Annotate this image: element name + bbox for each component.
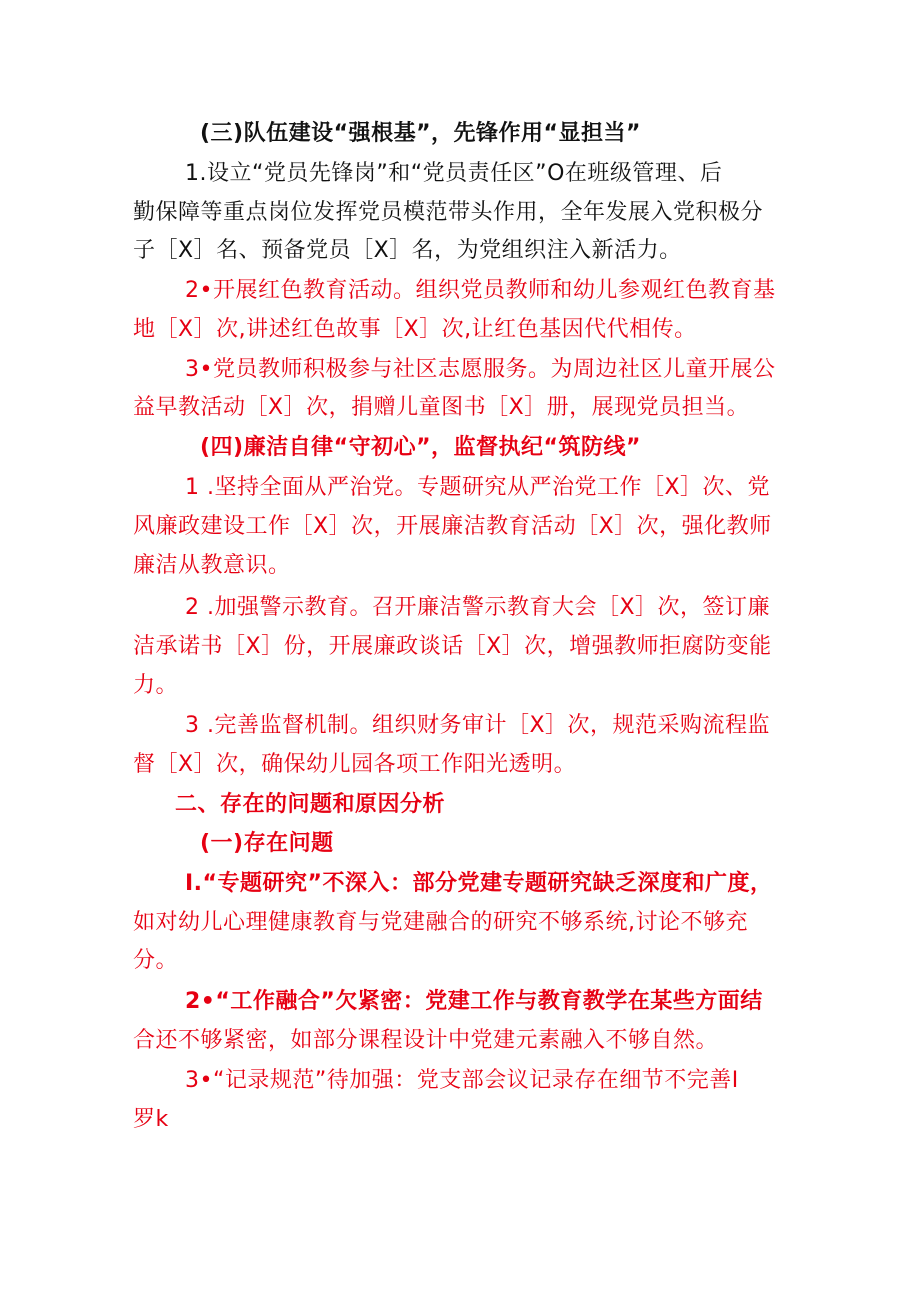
section4-item2-line2: 洁承诺书［X］份，开展廉政谈话［X］次，增强教师拒腐防变能 <box>133 634 772 659</box>
section4-item3-line1: 3 .完善监督机制。组织财务审计［X］次，规范采购流程监 <box>185 713 771 738</box>
problem3-line2: 罗k <box>133 1107 169 1132</box>
section3-heading: (三)队伍建设“强根基”，先锋作用“显担当” <box>200 121 641 146</box>
section4-item3-line2: 督［X］次，确保幼儿园各项工作阳光透明。 <box>133 752 577 777</box>
section4-item1-line1: 1 .坚持全面从严治党。专题研究从严治党工作［X］次、党 <box>185 475 771 500</box>
part2-heading: 二、存在的问题和原因分析 <box>175 792 446 817</box>
section4-item2-line1: 2 .加强警示教育。召开廉洁警示教育大会［X］次，签订廉 <box>185 595 771 620</box>
section3-item2-line2: 地［X］次,讲述红色故事［X］次,让红色基因代代相传。 <box>133 317 697 342</box>
section3-item3-line2: 益早教活动［X］次，捐赠儿童图书［X］册，展现党员担当。 <box>133 395 750 420</box>
section3-item1-line1: 1.设立“党员先锋岗”和“党员责任区”O在班级管理、后 <box>185 161 723 186</box>
section4-heading: (四)廉洁自律“守初心”，监督执纪“筑防线” <box>200 435 641 460</box>
section4-item1-line3: 廉洁从教意识。 <box>133 553 291 578</box>
problem1-line1 <box>185 869 772 899</box>
problem2-line2: 合还不够紧密，如部分课程设计中党建元素融入不够自然。 <box>133 1028 719 1053</box>
part2-subheading: (一)存在问题 <box>200 831 334 856</box>
problem2-line1-text: 2•“工作融合”欠紧密：党建工作与教育教学在某些方面结 <box>185 989 763 1014</box>
section4-item1-line2: 风廉政建设工作［X］次，开展廉洁教育活动［X］次，强化教师 <box>133 514 772 539</box>
section3-item1-line2: 勤保障等重点岗位发挥党员模范带头作用，全年发展入党积极分 <box>133 200 764 225</box>
problem1-line1-text: I.“专题研究”不深入：部分党建专题研究缺乏深度和广度， <box>185 871 773 896</box>
section3-item2-line1: 2•开展红色教育活动。组织党员教师和幼儿参观红色教育基 <box>185 278 776 303</box>
problem1-line2: 如对幼儿心理健康教育与党建融合的研究不够系统,讨论不够充 <box>133 910 748 935</box>
problem3-line1: 3•“记录规范”待加强：党支部会议记录存在细节不完善I <box>185 1068 739 1093</box>
section3-item3-line1: 3•党员教师积极参与社区志愿服务。为周边社区儿童开展公 <box>185 357 776 382</box>
section4-item2-line3: 力。 <box>133 673 179 698</box>
problem1-line3: 分。 <box>133 948 179 973</box>
problem2-line1 <box>185 987 763 1017</box>
section3-item1-line3: 子［X］名、预备党员［X］名，为党组织注入新活力。 <box>133 238 682 263</box>
